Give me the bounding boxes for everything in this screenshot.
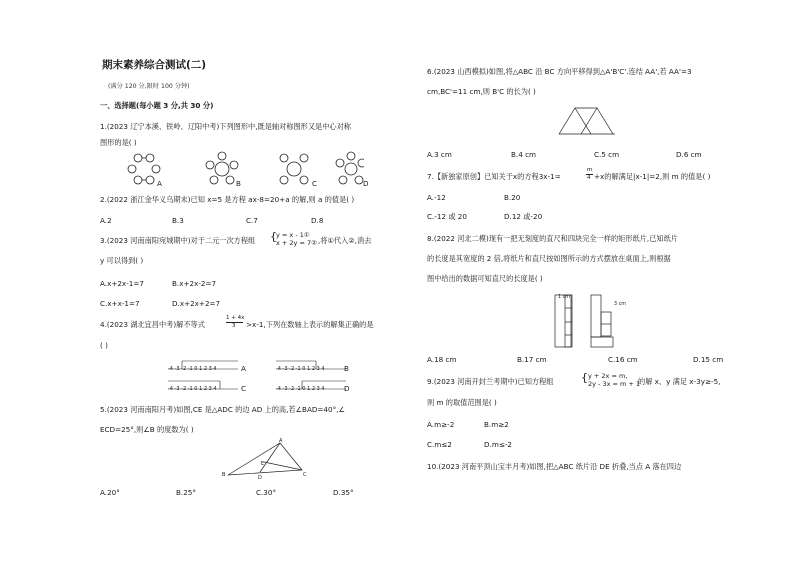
q4-frac-den: 3 (232, 323, 236, 329)
q1-figure-b-icon (206, 152, 238, 184)
q5-option-c[interactable]: C.30° (256, 488, 277, 497)
q6-translation-figure (557, 104, 617, 144)
q7-option-d[interactable]: D.12 或-20 (504, 212, 543, 221)
q9-option-c[interactable]: C.m≤2 (427, 440, 452, 449)
q7-option-c[interactable]: C.-12 或 20 (427, 212, 467, 221)
q1-figure-d-icon (336, 152, 364, 184)
q3-eq2: x + 2y = 7② (276, 239, 317, 247)
page-subtitle: (满分 120 分,限时 100 分钟) (108, 83, 190, 90)
q3-line1a: 3.(2023 河南南阳宛城期中)对于二元一次方程组 (100, 236, 256, 245)
q1-figure-a-icon (128, 154, 160, 184)
q5-label-e: E (261, 461, 265, 467)
q3-brace: { (270, 230, 277, 243)
q8-option-d[interactable]: D.15 cm (693, 355, 724, 364)
q4-axis-a: -4 -3 -2 -1 0 1 2 3 4 (168, 366, 217, 372)
q5-triangle-figure (220, 440, 310, 480)
q5-option-b[interactable]: B.25° (176, 488, 196, 497)
q5-label-b: B (222, 472, 226, 478)
q3-eq1: y = x - 1① (276, 231, 310, 239)
q4-line1b: >x-1,下列在数轴上表示的解集正确的是 (246, 320, 374, 329)
q4-line1a: 4.(2023 湖北宜昌中考)解不等式 (100, 320, 205, 329)
q4-option-d[interactable]: D (344, 384, 350, 393)
q2-option-c[interactable]: C.7 (246, 216, 258, 225)
q5-label-a: A (279, 438, 283, 444)
q9-line1a: 9.(2023 河南开封兰考期中)已知方程组 (427, 377, 554, 386)
q8-label-3cm: 3 cm (614, 302, 626, 307)
q9-option-b[interactable]: B.m≥2 (484, 420, 509, 429)
q8-label-1cm: 1 cm (558, 295, 570, 300)
q1-figure-c-icon (280, 154, 308, 184)
q5-line2: ECD=25°,则∠B 的度数为( ) (100, 425, 194, 434)
q1-option-d[interactable]: D (363, 179, 369, 188)
q2-option-b[interactable]: B.3 (172, 216, 184, 225)
q6-option-a[interactable]: A.3 cm (427, 150, 452, 159)
page-title: 期末素养综合测试(二) (102, 59, 207, 71)
q5-line1: 5.(2023 河南南阳月考)如图,CE 是△ADC 的边 AD 上的高,若∠BAD=40°,∠ (100, 405, 345, 414)
q4-option-b[interactable]: B (344, 364, 349, 373)
q4-axis-b: -4 -3 -2 -1 0 1 2 3 4 (276, 366, 325, 372)
section-heading: 一、选择题(每小题 3 分,共 30 分) (100, 101, 214, 110)
q9-eq1: y + 2x = m, (588, 372, 628, 380)
q3-option-c[interactable]: C.x+x-1=7 (100, 299, 140, 308)
q1-option-b[interactable]: B (236, 179, 241, 188)
q8-line1: 8.(2022 河北二模)现有一把无刻度的直尺和四块完全一样的矩形纸片,已知纸片 (427, 234, 678, 243)
q8-option-a[interactable]: A.18 cm (427, 355, 457, 364)
q5-option-d[interactable]: D.35° (333, 488, 354, 497)
q9-option-a[interactable]: A.m≥-2 (427, 420, 455, 429)
q7-line1a: 7.【新独家原创】已知关于x的方程3x-1= (427, 172, 561, 181)
q8-line2: 的长度是其宽度的 2 倍,将纸片和直尺按如图所示的方式摆放在桌面上,则根据 (427, 254, 671, 263)
q9-line2: 则 m 的取值范围是( ) (427, 398, 497, 407)
q3-option-b[interactable]: B.x+2x-2=7 (172, 279, 217, 288)
q3-line1b: ,将①代入②,消去 (318, 236, 372, 245)
q5-label-c: C (303, 472, 307, 478)
q4-option-a[interactable]: A (241, 364, 246, 373)
q8-option-c[interactable]: C.16 cm (608, 355, 638, 364)
q4-axis-d: -4 -3 -2 -1 0 1 2 3 4 (276, 386, 325, 392)
q1-line2: 图形的是( ) (100, 138, 137, 147)
q1-line1: 1.(2023 辽宁本溪、铁岭、辽阳中考)下列图形中,既是轴对称图形又是中心对称 (100, 122, 351, 131)
q3-option-d[interactable]: D.x+2x+2=7 (172, 299, 221, 308)
q6-option-b[interactable]: B.4 cm (511, 150, 537, 159)
q5-option-a[interactable]: A.20° (100, 488, 120, 497)
q4-axis-c: -4 -3 -2 -1 0 1 2 3 4 (168, 386, 217, 392)
q7-frac-den: 4 (587, 175, 591, 181)
q1-option-c[interactable]: C (312, 179, 318, 188)
q6-line1: 6.(2023 山西模拟)如图,将△ABC 沿 BC 方向平移得到△A'B'C'.连结 AA',若 AA'=3 (427, 67, 692, 76)
q2-option-d[interactable]: D.8 (311, 216, 324, 225)
q6-line2: cm,BC'=11 cm,则 B'C 的长为( ) (427, 87, 536, 96)
q10-line1: 10.(2023 河南平顶山宝丰月考)如图,把△ABC 纸片沿 DE 折叠,当点 A 落在四边 (427, 462, 682, 471)
q4-line2: ( ) (100, 341, 108, 350)
q9-eq2: 2y - 3x = m + 1 (588, 380, 641, 388)
q7-option-a[interactable]: A.-12 (427, 193, 446, 202)
q1-option-a[interactable]: A (157, 179, 162, 188)
q8-line3: 图中给出的数据可知直尺的长度是( ) (427, 274, 543, 283)
q3-line2: y 可以得到( ) (100, 256, 144, 265)
q8-option-b[interactable]: B.17 cm (517, 355, 547, 364)
q7-line1b: +x的解满足|x-1|=2,则 m 的值是( ) (594, 172, 711, 181)
q3-option-a[interactable]: A.x+2x-1=7 (100, 279, 144, 288)
q6-option-c[interactable]: C.5 cm (594, 150, 620, 159)
q2-line1: 2.(2022 浙江金华义乌期末)已知 x=5 是方程 ax-8=20+a 的解,则 a 的值是( ) (100, 195, 355, 204)
q4-frac-num: 1 + 4x (226, 315, 245, 321)
q5-label-d: D (258, 475, 262, 481)
q4-option-c[interactable]: C (241, 384, 247, 393)
q2-option-a[interactable]: A.2 (100, 216, 112, 225)
q7-frac-num: m (587, 167, 593, 173)
q6-option-d[interactable]: D.6 cm (676, 150, 702, 159)
q9-brace: { (581, 371, 588, 384)
q7-option-b[interactable]: B.20 (504, 193, 521, 202)
q9-line1b: 的解 x、y 满足 x-3y≥-5, (638, 377, 721, 386)
q9-option-d[interactable]: D.m≤-2 (484, 440, 513, 449)
